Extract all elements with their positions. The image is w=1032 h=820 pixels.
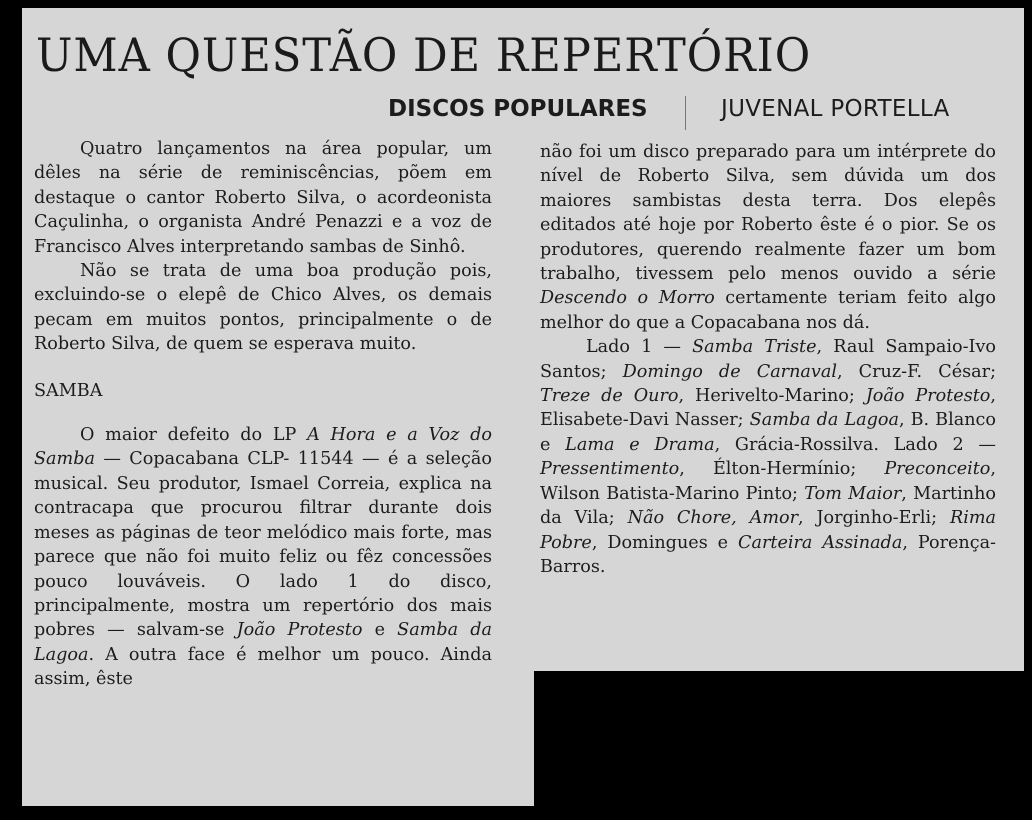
- second-paragraph: Não se trata de uma boa produção pois, excluindo-se o elepê de Chico Alves, os demais pecam em muitos pontos, principalmente o de Roberto Silva, de quem se esperava muito.: [34, 261, 492, 355]
- author-name: JUVENAL PORTELLA: [721, 96, 950, 122]
- text-run: e: [362, 620, 398, 641]
- byline-bar: [388, 94, 988, 128]
- track-credit-text: , Porença-Barros.: [540, 532, 997, 577]
- text-run: O maior defeito do LP: [80, 425, 308, 446]
- headline: UMA QUESTÃO DE REPERTÓRIO: [36, 28, 812, 82]
- song-title: Preconceito: [884, 459, 991, 480]
- text-run: certamente teriam feito algo melhor do que a Copacabana nos dá.: [540, 288, 996, 333]
- song-title: Treze de Ouro: [540, 386, 679, 407]
- track-credit-text: , Martinho da Vila;: [540, 483, 996, 529]
- song-title: Carteira Assinada: [738, 532, 903, 553]
- text-run: não foi um disco preparado para um intérprete do nível de Roberto Silva, sem dúvida um dos maiores sambistas desta terra. Dos elepês editados até hoje por Roberto êste é o pior. Se os produtores, querendo realmente fazer um bom trabalho, tivessem pelo menos ouvido a série: [540, 142, 996, 285]
- track-credit-text: , Herivelto-Marino;: [678, 386, 866, 407]
- song-title: Rima Pobre: [540, 508, 996, 553]
- track-credit-text: , Jorginho-Erli;: [798, 508, 950, 529]
- intro-paragraph: Quatro lançamentos na área popular, um dêles na série de reminiscências, põem em destaque o cantor Roberto Silva, o acordeonista Caçulinha, o organista André Penazzi e a voz de Francisco Alves interpretando sambas de Sinhô.: [34, 139, 492, 257]
- song-title: Não Chore, Amor: [627, 508, 799, 529]
- track-list-paragraph: [540, 335, 996, 579]
- album-title: A Hora e a Voz do Samba: [34, 425, 492, 470]
- track-credit-text: , B. Blanco e: [540, 410, 996, 455]
- track-credit-text: , Cruz-F. César;: [836, 361, 997, 382]
- track-credit-text: , Elisabete-Davi Nasser;: [540, 386, 996, 431]
- series-title: Descendo o Morro: [540, 288, 715, 309]
- review-paragraph: [34, 423, 492, 691]
- track-credit-text: , Wilson Batista-Marino Pinto;: [540, 459, 996, 504]
- article-column-left: [34, 137, 492, 692]
- song-title: Samba da Lagoa: [749, 410, 899, 431]
- song-title: João Protesto: [865, 386, 991, 407]
- song-title: Tom Maior: [804, 483, 902, 504]
- article-column-right: [540, 140, 996, 579]
- song-title: Domingo de Carnaval: [622, 361, 837, 382]
- byline-divider: [685, 96, 686, 130]
- song-title: Pressentimento: [540, 459, 680, 480]
- track-credit-text: , Domingues e: [591, 532, 739, 553]
- text-run: . A outra face é melhor um pouco. Ainda assim, êste: [34, 644, 492, 690]
- continued-paragraph: [540, 140, 996, 335]
- song-title: João Protesto: [236, 620, 363, 641]
- song-title: Samba da Lagoa: [34, 620, 492, 665]
- section-name: DISCOS POPULARES: [388, 96, 648, 122]
- track-credit-text: , Grácia-Rossilva. Lado 2 —: [714, 434, 996, 455]
- song-title: Samba Triste: [692, 337, 817, 358]
- subheading-samba: SAMBA: [34, 380, 103, 401]
- track-credit-text: , Élton-Hermínio;: [679, 459, 885, 480]
- song-title: Lama e Drama: [565, 434, 715, 455]
- text-run: — Copacabana CLP- 11544 — é a seleção musical. Seu produtor, Ismael Correia, explica na contracapa que procurou filtrar durante dois meses as páginas de teor melódico mais forte, mas parece que não foi muito feliz ou fêz concessões pouco louváveis. O lado 1 do disco, principalmente, mostra um repertório dos mais pobres — salvam-se: [34, 449, 492, 641]
- track-credit-text: Lado 1 —: [586, 337, 693, 358]
- track-credit-text: , Raul Sampaio-Ivo Santos;: [540, 337, 997, 382]
